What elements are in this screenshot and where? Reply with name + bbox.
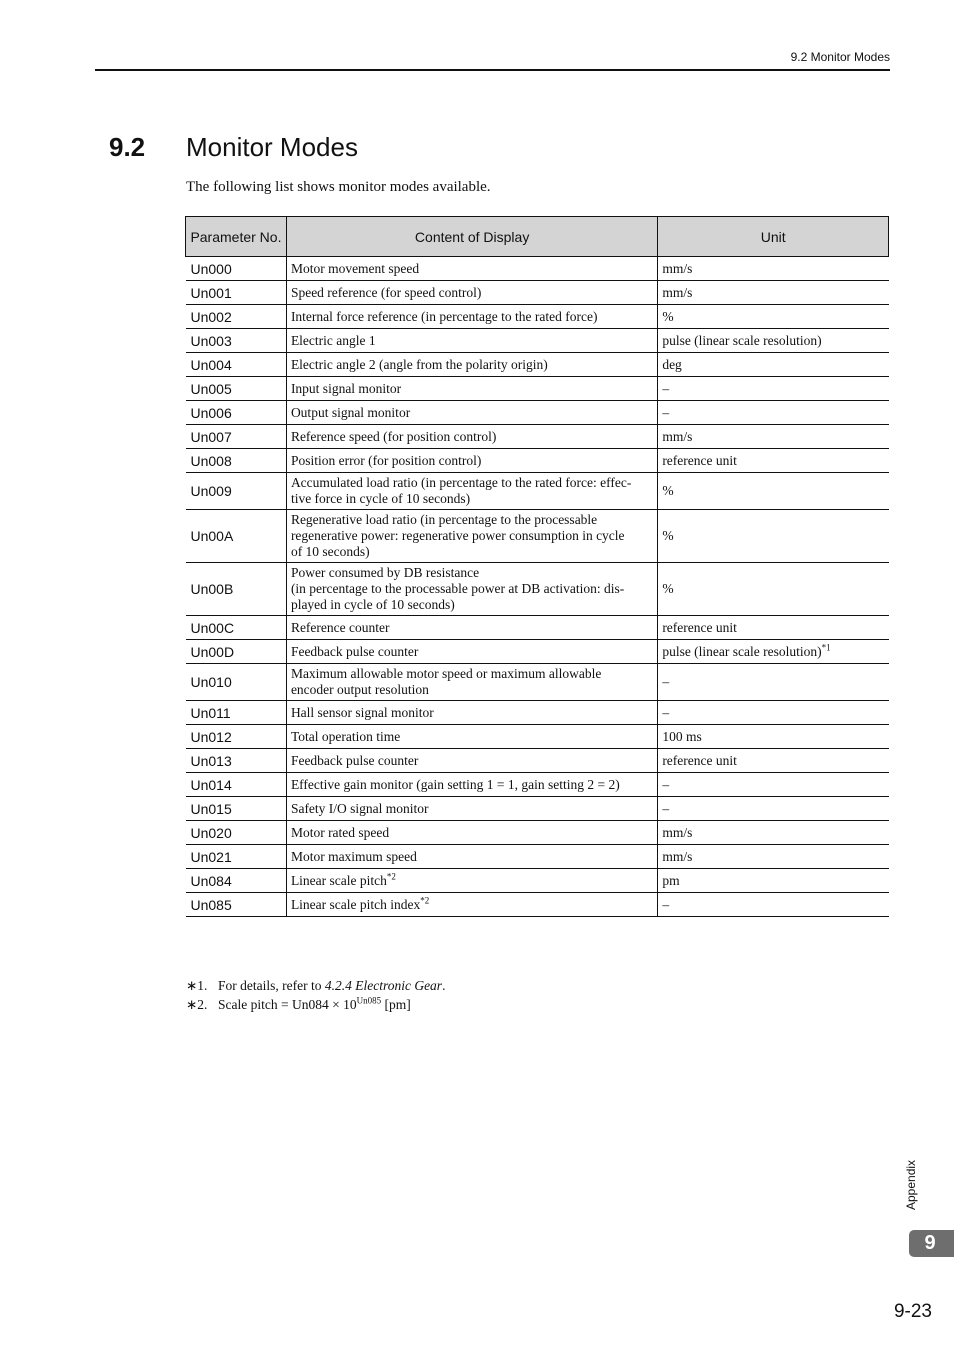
unit-text: – — [662, 404, 670, 420]
param-number-cell: Un00D — [186, 640, 287, 664]
unit-cell — [658, 616, 889, 640]
content-text: Feedback pulse counter — [290, 643, 419, 659]
param-number-cell: Un005 — [186, 377, 287, 401]
unit-cell — [658, 640, 889, 664]
param-number-cell: Un00A — [186, 510, 287, 563]
footnote-2-tail: [pm] — [381, 997, 411, 1012]
param-number-cell: Un002 — [186, 305, 287, 329]
content-text: Motor maximum speed — [290, 848, 417, 864]
table-row — [186, 869, 889, 893]
unit-cell — [658, 353, 889, 377]
table-row — [186, 257, 889, 281]
table-row — [186, 725, 889, 749]
table-row — [186, 773, 889, 797]
footnote-1-mark: ∗1. — [186, 978, 208, 993]
content-footnote-ref: *2 — [420, 895, 430, 905]
content-cell — [286, 425, 657, 449]
param-number-cell: Un014 — [186, 773, 287, 797]
content-text: Power consumed by DB resistance (in percentage to the processable power at DB activation: dis- played in cycle of 10 seconds) — [290, 565, 625, 612]
content-cell — [286, 725, 657, 749]
unit-text: reference unit — [662, 752, 737, 768]
unit-cell — [658, 473, 889, 510]
content-cell — [286, 845, 657, 869]
content-cell — [286, 664, 657, 701]
content-cell — [286, 563, 657, 616]
unit-cell — [658, 845, 889, 869]
content-text: Total operation time — [290, 728, 401, 744]
section-title: Monitor Modes — [186, 132, 358, 162]
content-cell — [286, 377, 657, 401]
content-text: Regenerative load ratio (in percentage to the processable regenerative power: regenerative power consumption in cycle of 10 seconds) — [290, 512, 625, 559]
content-text: Electric angle 2 (angle from the polarity origin) — [290, 356, 548, 372]
content-cell — [286, 821, 657, 845]
unit-cell — [658, 305, 889, 329]
unit-text: reference unit — [662, 452, 737, 468]
param-number-cell: Un013 — [186, 749, 287, 773]
content-cell — [286, 449, 657, 473]
unit-text: – — [662, 380, 670, 396]
unit-text: % — [662, 528, 674, 543]
unit-text: reference unit — [662, 619, 737, 635]
content-cell — [286, 353, 657, 377]
running-header: 9.2 Monitor Modes — [790, 50, 890, 64]
param-number-cell: Un011 — [186, 701, 287, 725]
unit-cell — [658, 510, 889, 563]
footnote-1-text: For details, refer to — [218, 978, 325, 993]
content-cell — [286, 473, 657, 510]
content-cell — [286, 701, 657, 725]
param-number-cell: Un084 — [186, 869, 287, 893]
table-row — [186, 664, 889, 701]
unit-text: % — [662, 483, 674, 498]
intro-text: The following list shows monitor modes available. — [186, 179, 491, 195]
content-text: Safety I/O signal monitor — [290, 800, 429, 816]
content-cell — [286, 749, 657, 773]
table-row — [186, 749, 889, 773]
content-cell — [286, 510, 657, 563]
content-cell — [286, 773, 657, 797]
table-row — [186, 616, 889, 640]
content-text: Internal force reference (in percentage to the rated force) — [290, 308, 598, 324]
table-row — [186, 640, 889, 664]
content-cell — [286, 869, 657, 893]
table-row — [186, 449, 889, 473]
content-text: Hall sensor signal monitor — [290, 704, 434, 720]
unit-cell — [658, 797, 889, 821]
param-number-cell: Un00B — [186, 563, 287, 616]
unit-text: – — [662, 896, 670, 912]
param-number-cell: Un012 — [186, 725, 287, 749]
param-number-cell: Un085 — [186, 893, 287, 917]
unit-cell — [658, 377, 889, 401]
content-cell — [286, 329, 657, 353]
table-row — [186, 281, 889, 305]
unit-text: mm/s — [662, 260, 693, 276]
table-row — [186, 401, 889, 425]
content-cell — [286, 281, 657, 305]
section-number: 9.2 — [109, 132, 146, 162]
table-row — [186, 353, 889, 377]
chapter-tab: 9 — [909, 1230, 954, 1257]
header-content: Content of Display — [286, 217, 657, 257]
content-text: Input signal monitor — [290, 380, 402, 396]
table-row — [186, 893, 889, 917]
table-row — [186, 425, 889, 449]
content-cell — [286, 616, 657, 640]
table-row — [186, 845, 889, 869]
unit-footnote-ref: *1 — [821, 642, 831, 652]
content-text: Reference counter — [290, 619, 390, 635]
unit-cell — [658, 725, 889, 749]
footnote-2-text: Scale pitch = Un084 × 10 — [218, 997, 357, 1012]
unit-cell — [658, 281, 889, 305]
content-cell — [286, 797, 657, 821]
unit-text: % — [662, 581, 674, 596]
param-number-cell: Un001 — [186, 281, 287, 305]
monitor-modes-table — [185, 216, 889, 917]
content-text: Output signal monitor — [290, 404, 411, 420]
table-row — [186, 821, 889, 845]
unit-cell — [658, 563, 889, 616]
unit-cell — [658, 893, 889, 917]
header-unit: Unit — [658, 217, 889, 257]
param-number-cell: Un009 — [186, 473, 287, 510]
unit-cell — [658, 869, 889, 893]
unit-cell — [658, 701, 889, 725]
content-text: Electric angle 1 — [290, 332, 376, 348]
param-number-cell: Un00C — [186, 616, 287, 640]
unit-cell — [658, 821, 889, 845]
unit-text: – — [662, 800, 670, 816]
unit-text: pulse (linear scale resolution) — [662, 643, 822, 659]
content-text: Feedback pulse counter — [290, 752, 419, 768]
unit-text: mm/s — [662, 848, 693, 864]
unit-cell — [658, 425, 889, 449]
content-cell — [286, 305, 657, 329]
content-cell — [286, 401, 657, 425]
content-text: Linear scale pitch index — [290, 896, 421, 912]
param-number-cell: Un008 — [186, 449, 287, 473]
content-text: Linear scale pitch — [290, 872, 387, 888]
content-text: Reference speed (for position control) — [290, 428, 497, 444]
content-text: Motor movement speed — [290, 260, 420, 276]
footnote-1-ref: 4.2.4 Electronic Gear — [324, 978, 443, 993]
table-row — [186, 329, 889, 353]
unit-cell — [658, 773, 889, 797]
unit-text: – — [662, 704, 670, 720]
content-text: Position error (for position control) — [290, 452, 482, 468]
footnote-1-tail: . — [442, 978, 446, 993]
footnote-2 — [186, 995, 445, 1014]
appendix-side-label: Appendix — [904, 1159, 918, 1210]
footnote-2-mark: ∗2. — [186, 997, 208, 1012]
unit-text: – — [662, 776, 670, 792]
content-cell — [286, 640, 657, 664]
unit-text: mm/s — [662, 284, 693, 300]
param-number-cell: Un021 — [186, 845, 287, 869]
footnotes — [186, 976, 445, 1014]
content-text: Motor rated speed — [290, 824, 390, 840]
header-rule — [95, 69, 890, 71]
unit-cell — [658, 664, 889, 701]
unit-cell — [658, 329, 889, 353]
unit-text: mm/s — [662, 428, 693, 444]
unit-text: pm — [662, 872, 680, 888]
unit-text: pulse (linear scale resolution) — [662, 332, 822, 348]
content-text: Speed reference (for speed control) — [290, 284, 482, 300]
unit-text: % — [662, 308, 674, 324]
table-row — [186, 377, 889, 401]
unit-cell — [658, 401, 889, 425]
unit-text: 100 ms — [662, 728, 702, 744]
param-number-cell: Un010 — [186, 664, 287, 701]
table-row — [186, 510, 889, 563]
param-number-cell: Un000 — [186, 257, 287, 281]
content-footnote-ref: *2 — [386, 871, 396, 881]
header-param: Parameter No. — [186, 217, 287, 257]
footnote-1 — [186, 976, 445, 995]
unit-text: mm/s — [662, 824, 693, 840]
content-cell — [286, 257, 657, 281]
content-text: Maximum allowable motor speed or maximum allowable encoder output resolution — [290, 666, 602, 697]
table-row — [186, 305, 889, 329]
table-row — [186, 563, 889, 616]
unit-cell — [658, 449, 889, 473]
table-row — [186, 797, 889, 821]
unit-cell — [658, 749, 889, 773]
param-number-cell: Un007 — [186, 425, 287, 449]
table-body — [186, 257, 889, 917]
content-text: Effective gain monitor (gain setting 1 = 1, gain setting 2 = 2) — [290, 776, 620, 792]
unit-text: deg — [662, 356, 682, 372]
table-row — [186, 701, 889, 725]
param-number-cell: Un003 — [186, 329, 287, 353]
param-number-cell: Un006 — [186, 401, 287, 425]
param-number-cell: Un004 — [186, 353, 287, 377]
param-number-cell: Un020 — [186, 821, 287, 845]
unit-cell — [658, 257, 889, 281]
table-header-row — [186, 217, 889, 257]
content-cell — [286, 893, 657, 917]
param-number-cell: Un015 — [186, 797, 287, 821]
unit-text: – — [662, 674, 670, 689]
table-row — [186, 473, 889, 510]
footnote-2-sup: Un085 — [356, 995, 382, 1006]
page-number: 9-23 — [893, 1301, 932, 1322]
content-text: Accumulated load ratio (in percentage to the rated force: effec- tive force in cycle of 10 seconds) — [290, 475, 632, 506]
